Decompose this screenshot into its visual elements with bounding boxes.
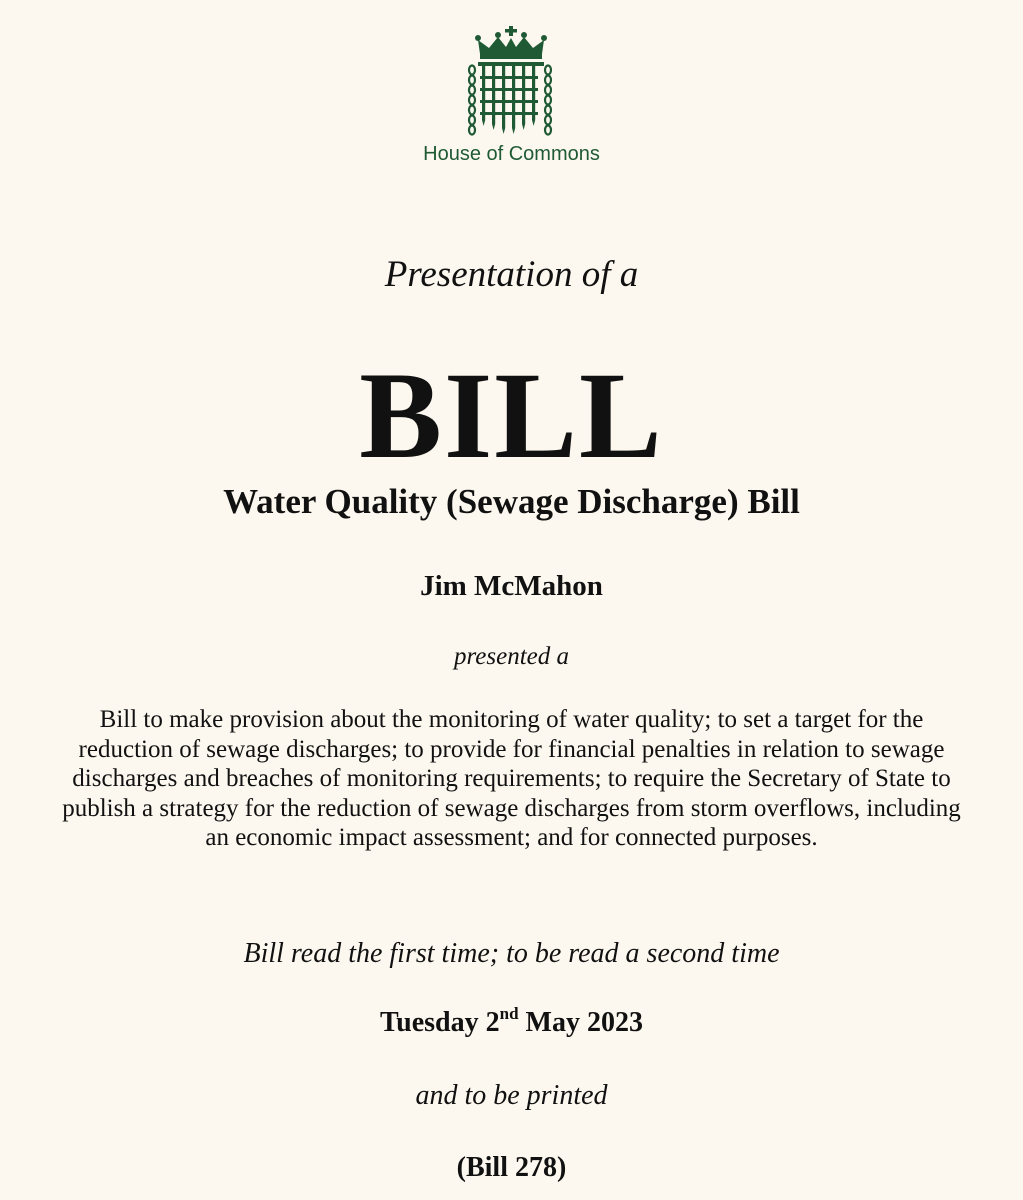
date-month-year: May 2023 — [525, 1007, 643, 1038]
print-status: and to be printed — [415, 1080, 608, 1111]
org-name: House of Commons — [423, 143, 600, 165]
date-day: 2 — [485, 1007, 500, 1038]
bill-number: (Bill 278) — [456, 1152, 567, 1183]
date-day-suffix: nd — [499, 1004, 519, 1023]
presenter-name: Jim McMahon — [420, 570, 603, 602]
document-type-heading: BILL — [359, 347, 664, 484]
presented-label: presented a — [453, 643, 569, 670]
second-reading-date — [0, 1004, 1023, 1039]
bill-long-title: Bill to make provision about the monitoring of water quality; to set a target for the reduction of sewage discharges; to provide for financial penalties in relation to sewage discharges and breaches of monitoring requirements; to require the Secretary of State to publish a strategy for the reduction of sewage discharges from storm overflows, including an economic impact assessment; and for connected purposes. — [62, 706, 961, 851]
reading-status: Bill read the first time; to be read a second time — [243, 938, 780, 969]
bill-title: Water Quality (Sewage Discharge) Bill — [223, 482, 800, 521]
presentation-intro: Presentation of a — [384, 254, 639, 295]
date-weekday: Tuesday — [380, 1007, 479, 1038]
portcullis-crown-icon — [462, 24, 560, 142]
